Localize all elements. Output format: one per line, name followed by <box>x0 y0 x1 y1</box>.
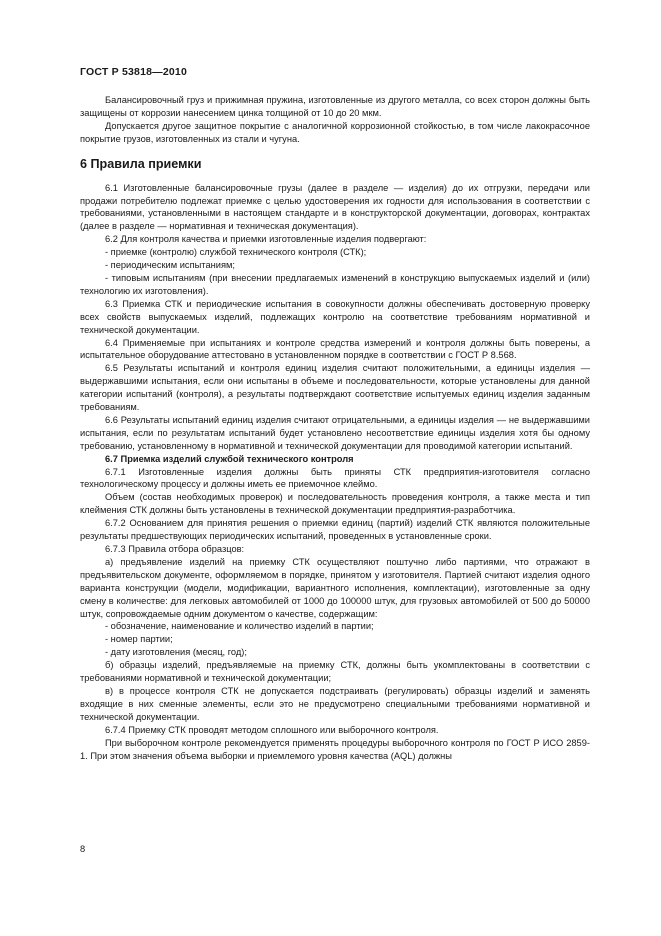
list-item: - периодическим испытаниям; <box>105 260 235 271</box>
list-item: - номер партии; <box>105 634 173 645</box>
paragraph: 6.4 Применяемые при испытаниях и контроле средства измерений и контроля должны быть поверены, а испытательное оборудование аттестовано в установленном порядке в соответствии с ГОСТ Р 8.568. <box>80 337 590 361</box>
document-body <box>80 94 590 762</box>
paragraph: 6.5 Результаты испытаний и контроля единиц изделия считают положительными, а единицы изделия — выдержавшими испытания, если они испытаны в объеме и последовательности, которые установлены для данной категории испытаний (контроля), а результаты подтверждают соответствие испытуемых единиц изделия заданным требованиям. <box>80 363 590 413</box>
paragraph: 6.3 Приемка СТК и периодические испытания в совокупности должны обеспечивать достоверную проверку всех свойств выпускаемых изделий, подлежащих контролю на соответствие требованиям нормативной и технической документации. <box>80 298 590 335</box>
paragraph: При выборочном контроле рекомендуется применять процедуры выборочного контроля по ГОСТ Р ИСО 2859-1. При этом значения объема выборки и приемлемого уровня качества (AQL) должны <box>80 737 590 761</box>
list-item: а) предъявление изделий на приемку СТК осуществляют поштучно либо партиями, что отражают в предъявительском документе, оформляемом в порядке, принятом у изготовителя. Партией считают изделия одного варианта конструкции (модели, модификации, вариантного исполнения, комплектации), изготовленные за одну смену в количестве: для легковых автомобилей от 1000 до 100000 штук, для грузовых автомобилей от 500 до 50000 штук, сопровождаемые одним документом о качестве, содержащим: <box>80 556 590 619</box>
list-item: - приемке (контролю) службой технического контроля (СТК); <box>105 247 367 258</box>
paragraph: Допускается другое защитное покрытие с аналогичной коррозионной стойкостью, в том числе лакокрасочное покрытие грузов, изготовленных из стали и чугуна. <box>80 120 590 144</box>
list-item: - типовым испытаниям (при внесении предлагаемых изменений в конструкцию выпускаемых изделий и (или) технологию их изготовления). <box>80 272 590 296</box>
list-item: - обозначение, наименование и количество изделий в партии; <box>105 621 374 632</box>
list-item: - дату изготовления (месяц, год); <box>105 647 247 658</box>
list-item: в) в процессе контроля СТК не допускается подстраивать (регулировать) образцы изделий и заменять входящие в них сменные элементы, если это не предусмотрено специальными требованиями нормативной и технической документации. <box>80 685 590 722</box>
paragraph: 6.1 Изготовленные балансировочные грузы (далее в разделе — изделия) до их отгрузки, передачи или продажи потребителю подлежат приемке с целью удостоверения их годности для использования в соответствии с требованиями, установленными в настоящем стандарте и в конструкторской документации, договорах, контрактах (далее в разделе — нормативная и техническая документация). <box>80 182 590 232</box>
section-title: 6 Правила приемки <box>80 156 202 171</box>
paragraph: Балансировочный груз и прижимная пружина, изготовленные из другого металла, со всех сторон должны быть защищены от коррозии нанесением цинка толщиной от 10 до 20 мкм. <box>80 95 590 118</box>
paragraph: 6.7.4 Приемку СТК проводят методом сплошного или выборочного контроля. <box>105 724 439 735</box>
list-item: б) образцы изделий, предъявляемые на приемку СТК, должны быть укомплектованы в соответствии с требованиями нормативной и технической документации; <box>80 660 590 684</box>
page-number: 8 <box>80 844 86 854</box>
paragraph: 6.6 Результаты испытаний единиц изделия считают отрицательными, а единицы изделия — не выдержавшими испытания, если по результатам испытаний будет установлено несоответствие единицы изделия хотя бы одному требованию, установленному в нормативной и технической документации для проводимой категории испытаний. <box>80 414 590 451</box>
paragraph: 6.2 Для контроля качества и приемки изготовленные изделия подвергают: <box>105 234 427 245</box>
paragraph: 6.7.1 Изготовленные изделия должны быть приняты СТК предприятия-изготовителя согласно технологическому процессу и должны иметь ее приемочное клеймо. <box>80 466 590 490</box>
subsection-title: 6.7 Приемка изделий службой технического контроля <box>105 453 354 464</box>
paragraph: 6.7.3 Правила отбора образцов: <box>105 544 245 554</box>
standard-header: ГОСТ Р 53818—2010 <box>80 66 188 78</box>
paragraph: Объем (состав необходимых проверок) и последовательность проведения контроля, а также места и тип клеймения СТК должны быть установлены в технической документации предприятия-разработчика. <box>80 492 590 516</box>
paragraph: 6.7.2 Основанием для принятия решения о приемки единиц (партий) изделий СТК являются положительные результаты предшествующих периодических испытаний, проведенных в установленные сроки. <box>80 518 590 542</box>
